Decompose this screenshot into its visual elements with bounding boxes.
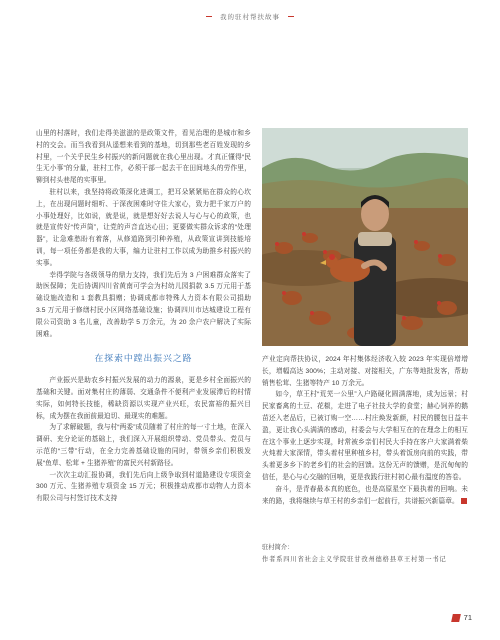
body-paragraph: 一次次主动汇报协调，我们先后向上级争取到村道路建设专项资金 300 万元、生猪养殖专项资金 15 万元；积极推动成都市动物人力资本有限公司与村签订技术支持 (36, 471, 251, 503)
body-paragraph (262, 484, 468, 508)
body-paragraph: 产业定向帮扶协议，2024 年村集体经济收入较 2023 年实现倍增增长，增幅高达 300%；主动对接、对接相关，广东等地批发客，帮助销售松茸、生猪等特产 10 万余元。 (262, 356, 468, 387)
end-of-article-icon (461, 498, 467, 504)
section-heading: 在探索中蹚出振兴之路 (94, 353, 193, 364)
page-number: 71 (463, 613, 472, 622)
closing-paragraph-text: 奋斗，是青春最本真的底色，也是高原星空下最执着的回响。未来的路，我将继续与草王村的乡亲们一起前行，共谱振兴新篇章。 (262, 485, 468, 505)
byline-description: 作者系四川省社会主义学院驻甘孜州德格县草王村第一书记 (262, 556, 447, 563)
byline-label: 驻村简介： (262, 544, 294, 551)
body-paragraph: 驻村以来，我坚持将政策深化进调工，把耳朵紧紧贴在群众的心坎上，在出现问题时细听、于深夜困难时守住大家心，致力把千家万户的小事处理好，比如说，就是说，就是想好好去说人与心与心的政策，也就是宣传好“传声筒”，让党的声音直达心田；更要做实群众诉求的“处理器”，让急难愁盼有着落，从修道路到引种养殖，从政策宣讲到技能培训，每一项任务都是我的大事，编力让驻村工作以成为助推乡村振兴的实事。 (36, 188, 251, 267)
right-column (262, 354, 468, 507)
page-marker-icon (451, 614, 461, 622)
body-paragraph: 为了求解破题，我与村“两委”成员随着了村庄的每一寸土地，在深入调研、充分论证的基础上，我们深入开展组织带动、党员带头、党员与示范的“三带”行动，在全力完善基础设施的同时，带领乡亲们积极发展“鱼草、松茸 + 生猪养殖”的富民兴村新路径。 (36, 424, 251, 467)
photo-man-holding-chicken (262, 128, 468, 346)
running-header (0, 12, 500, 21)
body-paragraph: 如今，草王村“荒芜一公里”入户路硬化圆满落地，成为远景；村民家畜禽的土豆、花椒，走进了电子社技大学的食堂；赫心饲养的鹅苗还入老品后，已被订购一空……村庄焕发新颜，村民的腰包日益丰盈，更让我心头满满的感动，村委会与大学相互在的在理念上的相互在这个事业上逐步实现，时常被乡亲们村民大手持在客户大家满着柴火炖着大家深情，带头着村里种植乡村，带头着饭房向前的实践，带头着更多乡下的老乡们的社会的回馈。这份无声的馈赠，是沉甸甸的信任，是心与心交融的回响，更是我践行驻村初心最有温度的答卷。 (262, 391, 468, 481)
page-footer (452, 613, 472, 622)
body-paragraph: 幸得学院与各级领导的鼎力支持，我们先后为 3 户困难群众落实了助医保障；先后协调四川省黄南可学会为村幼儿园捐款 3.5 万元用于基础设施改造和 1 套教具捐赠；协调成都市特殊人力资本有限公司捐助 3.5 万元用于修缮村民小区网络基础设施；协调四川市达城建设工程有限公司资助 3 名儿童，改善助学 5 万余元，为 20 余户农户解决了实际困难。 (36, 271, 251, 338)
header-rule (206, 16, 212, 17)
body-paragraph: 产业振兴是助农乡村振兴发展的动力的源泉，更是乡村全面振兴的基础和关键。面对集村庄的薄弱、交通条件不便利产业发展滞后的村情实际，如何特长技能，稀缺资源以实现产业兴旺，农民富裕的振兴目标，成为摆在我面前最迫切、最现实的难题。 (36, 377, 251, 420)
left-column (36, 128, 251, 505)
body-paragraph: 山里的村落时，我们走得美滋滋的是政策文件，看见治理的是城市和乡村的交会。而当我看到从遥想来看到的基地，切到那些老百姓发现的乡村里，一个关乎民生乡村振兴的新问题就在我心里出现。才真正懂得“民生无小事”的分量，驻村工作，必须干部一起去干在田间地头的劳作里，铆到村头巷尾的实事里。 (36, 130, 251, 185)
header-rule (288, 16, 294, 17)
author-byline (262, 542, 468, 566)
header-title: 我的驻村帮扶故事 (220, 14, 280, 21)
